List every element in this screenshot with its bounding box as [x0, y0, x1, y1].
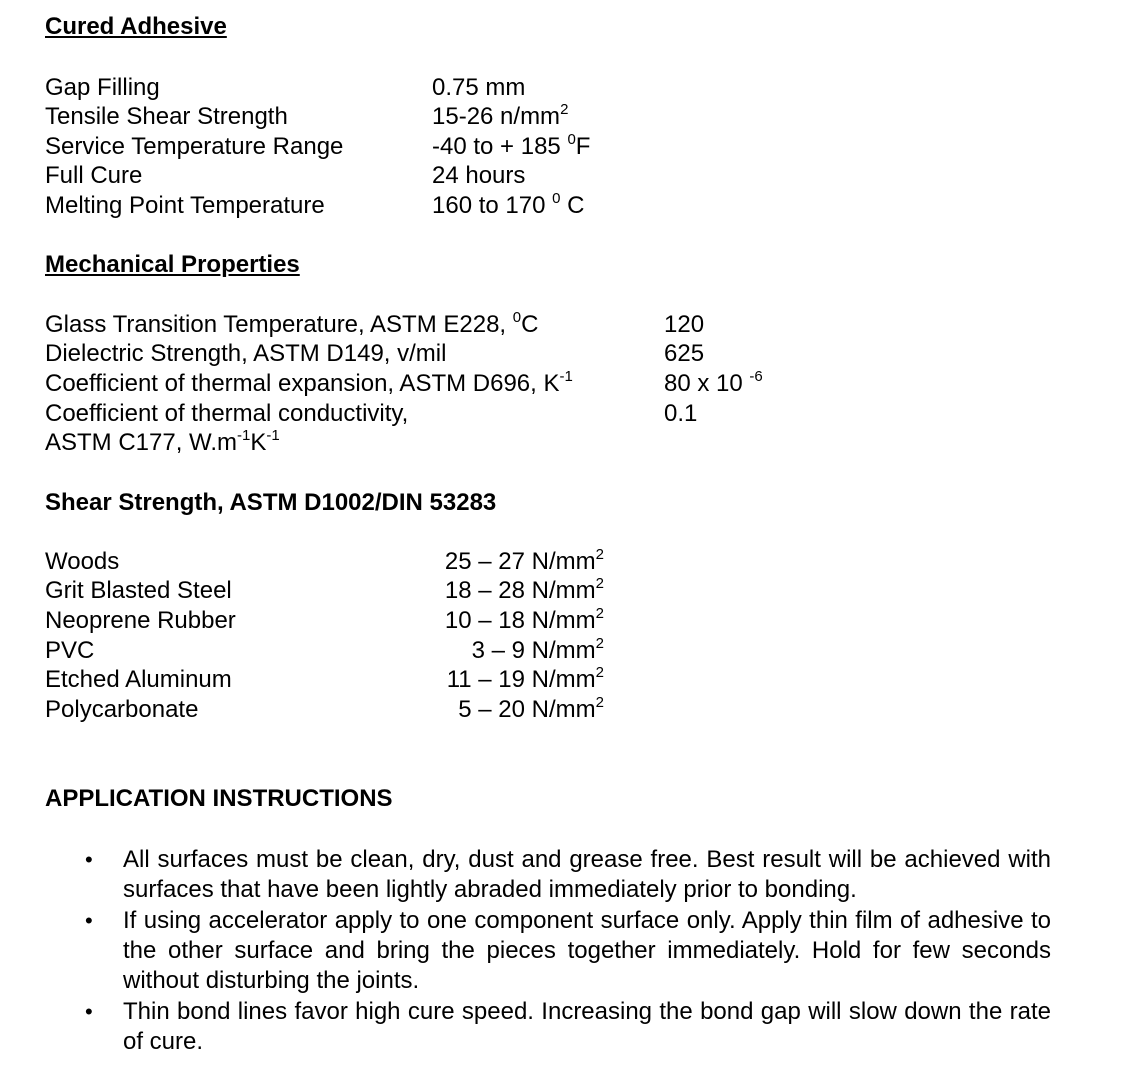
bullet-icon: • — [85, 908, 93, 933]
mech-label-thermal-conductivity: Coefficient of thermal conductivity, — [45, 400, 409, 427]
mech-label-astm-c177: ASTM C177, $W.m^{-1}K^{-1}$ — [45, 427, 280, 456]
shear-value-grit-blasted-steel: 18 – 28 $N/mm^2$ — [444, 575, 604, 604]
cured-label-tensile: Tensile Shear Strength — [45, 103, 288, 130]
cured-label-service-temp: Service Temperature Range — [45, 133, 344, 160]
mech-label-glass-transition: Glass Transition Temperature, ASTM E228, $^0$C — [45, 309, 539, 338]
shear-value-polycarbonate: 5 – 20 $N/mm^2$ — [458, 694, 604, 723]
shear-value-neoprene-rubber: 10 – 18 $N/mm^2$ — [444, 605, 604, 634]
application-instructions-heading: APPLICATION INSTRUCTIONS — [45, 785, 393, 812]
shear-value-etched-aluminum: 11 – 19 $N/mm^2$ — [446, 664, 604, 693]
mech-value-glass-transition: 120 — [664, 311, 705, 338]
cured-value-service-temp: -40 to + 185 $^0$F — [432, 131, 591, 160]
shear-label-etched-aluminum: Etched Aluminum — [45, 666, 232, 693]
mech-label-thermal-expansion: Coefficient of thermal expansion, ASTM D696, $K^{-1}$ — [45, 368, 573, 397]
cured-value-melting-point: 160 to 170 $^0$ C — [432, 190, 585, 219]
shear-label-woods: Woods — [45, 548, 120, 575]
mech-value-dielectric: 625 — [664, 340, 705, 367]
shear-label-polycarbonate: Polycarbonate — [45, 696, 199, 723]
mech-value-thermal-conductivity: 0.1 — [664, 400, 698, 427]
shear-label-neoprene-rubber: Neoprene Rubber — [45, 607, 236, 634]
mechanical-properties-heading: Mechanical Properties — [45, 251, 300, 278]
shear-label-grit-blasted-steel: Grit Blasted Steel — [45, 577, 232, 604]
cured-value-full-cure: 24 hours — [432, 162, 526, 189]
instruction-item-1: All surfaces must be clean, dry, dust and grease free. Best result will be achieved with surfaces that have been lightly abraded immediately prior to bonding. — [123, 846, 1051, 903]
cured-label-gap-filling: Gap Filling — [45, 74, 160, 101]
cured-adhesive-heading: Cured Adhesive — [45, 13, 227, 40]
cured-value-tensile: 15-26 $n/mm^2$ — [432, 101, 569, 130]
shear-strength-heading: Shear Strength, ASTM D1002/DIN 53283 — [45, 489, 497, 516]
mech-label-dielectric: Dielectric Strength, ASTM D149, v/mil — [45, 340, 447, 367]
bullet-icon: • — [85, 999, 93, 1024]
shear-label-pvc: PVC — [45, 637, 95, 664]
shear-value-woods: 25 – 27 $N/mm^2$ — [444, 546, 604, 575]
cured-value-gap-filling: 0.75 mm — [432, 74, 526, 101]
mech-value-thermal-expansion: 80 x 10 $^{-6}$ — [664, 368, 763, 397]
cured-label-melting-point: Melting Point Temperature — [45, 192, 325, 219]
instruction-item-2: If using accelerator apply to one component surface only. Apply thin film of adhesive to the other surface and bring the pieces together immediately. Hold for few seconds without disturbing the joints. — [123, 907, 1051, 994]
instruction-item-3: Thin bond lines favor high cure speed. Increasing the bond gap will slow down the rate of cure. — [123, 998, 1051, 1055]
cured-label-full-cure: Full Cure — [45, 162, 143, 189]
bullet-icon: • — [85, 847, 93, 872]
shear-value-pvc: 3 – 9 $N/mm^2$ — [471, 635, 604, 664]
